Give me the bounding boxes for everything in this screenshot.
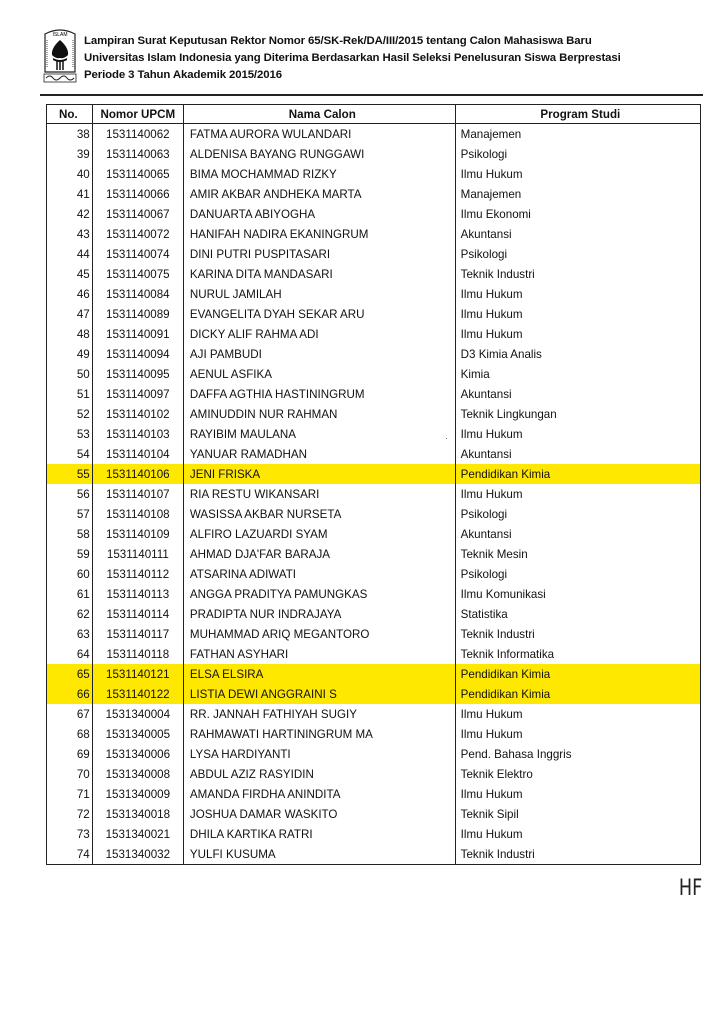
row-number: 70 xyxy=(47,764,93,784)
row-nomor-upcm: 1531140067 xyxy=(92,204,183,224)
row-number: 54 xyxy=(47,444,93,464)
row-program-studi: Pend. Bahasa Inggris xyxy=(455,744,700,764)
row-nomor-upcm: 1531140104 xyxy=(92,444,183,464)
table-row xyxy=(47,284,701,304)
row-number: 44 xyxy=(47,244,93,264)
row-nomor-upcm: 1531140094 xyxy=(92,344,183,364)
header-line-1: Lampiran Surat Keputusan Rektor Nomor 65/SK-Rek/DA/III/2015 tentang Calon Mahasiswa Baru xyxy=(84,35,592,47)
row-number: 40 xyxy=(47,164,93,184)
row-nama-calon: ANGGA PRADITYA PAMUNGKAS xyxy=(183,584,455,604)
row-program-studi: Manajemen xyxy=(455,124,700,145)
row-program-studi: Teknik Industri xyxy=(455,624,700,644)
table-row xyxy=(47,384,701,404)
table-row xyxy=(47,764,701,784)
table-row xyxy=(47,484,701,504)
row-nomor-upcm: 1531140065 xyxy=(92,164,183,184)
row-number: 60 xyxy=(47,564,93,584)
row-nomor-upcm: 1531140062 xyxy=(92,124,183,145)
row-nomor-upcm: 1531140114 xyxy=(92,604,183,624)
row-number: 67 xyxy=(47,704,93,724)
row-number: 66 xyxy=(47,684,93,704)
table-header-row xyxy=(47,105,701,124)
row-nama-calon: ALDENISA BAYANG RUNGGAWI xyxy=(183,144,455,164)
table-row xyxy=(47,144,701,164)
table-row xyxy=(47,204,701,224)
row-nama-calon: AMIR AKBAR ANDHEKA MARTA xyxy=(183,184,455,204)
row-number: 48 xyxy=(47,324,93,344)
table-row xyxy=(47,744,701,764)
row-program-studi: Psikologi xyxy=(455,244,700,264)
row-program-studi: Statistika xyxy=(455,604,700,624)
row-nomor-upcm: 1531140091 xyxy=(92,324,183,344)
row-nomor-upcm: 1531140109 xyxy=(92,524,183,544)
row-program-studi: Teknik Elektro xyxy=(455,764,700,784)
table-row xyxy=(47,664,701,684)
row-number: 53 xyxy=(47,424,93,444)
row-program-studi: Psikologi xyxy=(455,564,700,584)
table-row xyxy=(47,844,701,865)
table-row xyxy=(47,264,701,284)
scan-speck xyxy=(446,438,447,439)
row-number: 74 xyxy=(47,844,93,865)
row-program-studi: Akuntansi xyxy=(455,444,700,464)
handwritten-initials: HF xyxy=(678,876,703,901)
row-nama-calon: ALFIRO LAZUARDI SYAM xyxy=(183,524,455,544)
row-program-studi: Psikologi xyxy=(455,504,700,524)
row-nama-calon: JENI FRISKA xyxy=(183,464,455,484)
row-nama-calon: FATHAN ASYHARI xyxy=(183,644,455,664)
table-row xyxy=(47,184,701,204)
row-nama-calon: DINI PUTRI PUSPITASARI xyxy=(183,244,455,264)
column-header-program-studi: Program Studi xyxy=(455,105,700,124)
row-nomor-upcm: 1531140084 xyxy=(92,284,183,304)
row-nomor-upcm: 1531340006 xyxy=(92,744,183,764)
row-nomor-upcm: 1531340008 xyxy=(92,764,183,784)
row-nomor-upcm: 1531140112 xyxy=(92,564,183,584)
row-nama-calon: ELSA ELSIRA xyxy=(183,664,455,684)
row-nama-calon: RAHMAWATI HARTININGRUM MA xyxy=(183,724,455,744)
row-number: 46 xyxy=(47,284,93,304)
row-nama-calon: BIMA MOCHAMMAD RIZKY xyxy=(183,164,455,184)
row-number: 41 xyxy=(47,184,93,204)
row-nomor-upcm: 1531140106 xyxy=(92,464,183,484)
table-row xyxy=(47,784,701,804)
table-row xyxy=(47,324,701,344)
table-body xyxy=(47,124,701,865)
row-nomor-upcm: 1531340009 xyxy=(92,784,183,804)
row-nama-calon: HANIFAH NADIRA EKANINGRUM xyxy=(183,224,455,244)
row-nomor-upcm: 1531140075 xyxy=(92,264,183,284)
row-nama-calon: ATSARINA ADIWATI xyxy=(183,564,455,584)
row-nomor-upcm: 1531140122 xyxy=(92,684,183,704)
row-program-studi: Ilmu Hukum xyxy=(455,824,700,844)
row-program-studi: Ilmu Hukum xyxy=(455,704,700,724)
row-program-studi: Teknik Informatika xyxy=(455,644,700,664)
row-number: 38 xyxy=(47,124,93,145)
row-nama-calon: DAFFA AGTHIA HASTININGRUM xyxy=(183,384,455,404)
table-row xyxy=(47,584,701,604)
row-nomor-upcm: 1531140063 xyxy=(92,144,183,164)
table-row xyxy=(47,244,701,264)
row-number: 71 xyxy=(47,784,93,804)
row-nomor-upcm: 1531140102 xyxy=(92,404,183,424)
row-nama-calon: AJI PAMBUDI xyxy=(183,344,455,364)
row-number: 49 xyxy=(47,344,93,364)
row-number: 69 xyxy=(47,744,93,764)
table-row xyxy=(47,564,701,584)
table-row xyxy=(47,344,701,364)
row-nama-calon: YULFI KUSUMA xyxy=(183,844,455,865)
row-nama-calon: RIA RESTU WIKANSARI xyxy=(183,484,455,504)
column-header-no: No. xyxy=(47,105,93,124)
row-number: 72 xyxy=(47,804,93,824)
row-number: 65 xyxy=(47,664,93,684)
row-program-studi: Kimia xyxy=(455,364,700,384)
row-nama-calon: RAYIBIM MAULANA xyxy=(183,424,455,444)
row-nomor-upcm: 1531340005 xyxy=(92,724,183,744)
row-number: 43 xyxy=(47,224,93,244)
row-nomor-upcm: 1531340021 xyxy=(92,824,183,844)
row-number: 47 xyxy=(47,304,93,324)
row-nama-calon: NURUL JAMILAH xyxy=(183,284,455,304)
row-nomor-upcm: 1531340018 xyxy=(92,804,183,824)
row-nama-calon: YANUAR RAMADHAN xyxy=(183,444,455,464)
row-nama-calon: LYSA HARDIYANTI xyxy=(183,744,455,764)
row-number: 64 xyxy=(47,644,93,664)
column-header-nomor-upcm: Nomor UPCM xyxy=(92,105,183,124)
table-row xyxy=(47,524,701,544)
table-row xyxy=(47,124,701,145)
row-number: 63 xyxy=(47,624,93,644)
row-number: 62 xyxy=(47,604,93,624)
table-row xyxy=(47,464,701,484)
row-nomor-upcm: 1531140121 xyxy=(92,664,183,684)
row-program-studi: Ilmu Hukum xyxy=(455,424,700,444)
table-row xyxy=(47,824,701,844)
table-row xyxy=(47,504,701,524)
header-divider xyxy=(40,94,703,96)
row-program-studi: Ilmu Hukum xyxy=(455,304,700,324)
row-nomor-upcm: 1531140089 xyxy=(92,304,183,324)
row-program-studi: Pendidikan Kimia xyxy=(455,684,700,704)
row-nama-calon: KARINA DITA MANDASARI xyxy=(183,264,455,284)
row-nama-calon: RR. JANNAH FATHIYAH SUGIY xyxy=(183,704,455,724)
row-nomor-upcm: 1531140118 xyxy=(92,644,183,664)
row-nama-calon: DHILA KARTIKA RATRI xyxy=(183,824,455,844)
row-number: 45 xyxy=(47,264,93,284)
row-number: 68 xyxy=(47,724,93,744)
header-line-3: Periode 3 Tahun Akademik 2015/2016 xyxy=(84,69,282,81)
row-program-studi: Teknik Mesin xyxy=(455,544,700,564)
table-row xyxy=(47,544,701,564)
row-program-studi: Ilmu Hukum xyxy=(455,324,700,344)
table-row xyxy=(47,164,701,184)
row-program-studi: Pendidikan Kimia xyxy=(455,464,700,484)
row-program-studi: Teknik Sipil xyxy=(455,804,700,824)
row-nomor-upcm: 1531140095 xyxy=(92,364,183,384)
table-row xyxy=(47,724,701,744)
row-nama-calon: MUHAMMAD ARIQ MEGANTORO xyxy=(183,624,455,644)
row-program-studi: Ilmu Komunikasi xyxy=(455,584,700,604)
row-number: 56 xyxy=(47,484,93,504)
row-nomor-upcm: 1531140113 xyxy=(92,584,183,604)
row-number: 59 xyxy=(47,544,93,564)
row-nama-calon: AHMAD DJA'FAR BARAJA xyxy=(183,544,455,564)
table-row xyxy=(47,604,701,624)
row-nama-calon: LISTIA DEWI ANGGRAINI S xyxy=(183,684,455,704)
header-line-2: Universitas Islam Indonesia yang Diterima Berdasarkan Hasil Seleksi Penelusuran Siswa Berprestasi xyxy=(84,52,621,64)
table-row xyxy=(47,304,701,324)
column-header-nama-calon: Nama Calon xyxy=(183,105,455,124)
row-nomor-upcm: 1531340032 xyxy=(92,844,183,865)
candidate-table xyxy=(46,104,701,865)
row-number: 52 xyxy=(47,404,93,424)
row-number: 42 xyxy=(47,204,93,224)
row-program-studi: Akuntansi xyxy=(455,224,700,244)
row-number: 50 xyxy=(47,364,93,384)
row-nama-calon: AMANDA FIRDHA ANINDITA xyxy=(183,784,455,804)
table-row xyxy=(47,624,701,644)
row-program-studi: Akuntansi xyxy=(455,524,700,544)
row-nama-calon: AENUL ASFIKA xyxy=(183,364,455,384)
row-program-studi: Teknik Industri xyxy=(455,264,700,284)
table-row xyxy=(47,804,701,824)
row-number: 73 xyxy=(47,824,93,844)
logo-text: ISLAM xyxy=(52,32,68,38)
row-number: 51 xyxy=(47,384,93,404)
row-program-studi: Akuntansi xyxy=(455,384,700,404)
row-program-studi: Manajemen xyxy=(455,184,700,204)
row-program-studi: Teknik Lingkungan xyxy=(455,404,700,424)
row-nomor-upcm: 1531140117 xyxy=(92,624,183,644)
row-nomor-upcm: 1531140103 xyxy=(92,424,183,444)
row-number: 58 xyxy=(47,524,93,544)
row-number: 39 xyxy=(47,144,93,164)
row-number: 55 xyxy=(47,464,93,484)
row-program-studi: Pendidikan Kimia xyxy=(455,664,700,684)
university-seal-icon xyxy=(42,28,78,86)
row-nama-calon: DANUARTA ABIYOGHA xyxy=(183,204,455,224)
row-nomor-upcm: 1531340004 xyxy=(92,704,183,724)
row-program-studi: D3 Kimia Analis xyxy=(455,344,700,364)
row-nomor-upcm: 1531140107 xyxy=(92,484,183,504)
row-number: 57 xyxy=(47,504,93,524)
row-nama-calon: PRADIPTA NUR INDRAJAYA xyxy=(183,604,455,624)
row-program-studi: Ilmu Hukum xyxy=(455,784,700,804)
row-nomor-upcm: 1531140108 xyxy=(92,504,183,524)
row-program-studi: Ilmu Hukum xyxy=(455,724,700,744)
row-nomor-upcm: 1531140111 xyxy=(92,544,183,564)
row-nomor-upcm: 1531140097 xyxy=(92,384,183,404)
row-nomor-upcm: 1531140066 xyxy=(92,184,183,204)
row-nama-calon: ABDUL AZIZ RASYIDIN xyxy=(183,764,455,784)
row-nama-calon: EVANGELITA DYAH SEKAR ARU xyxy=(183,304,455,324)
row-nama-calon: DICKY ALIF RAHMA ADI xyxy=(183,324,455,344)
row-nomor-upcm: 1531140072 xyxy=(92,224,183,244)
row-nama-calon: FATMA AURORA WULANDARI xyxy=(183,124,455,145)
row-number: 61 xyxy=(47,584,93,604)
document-header xyxy=(84,33,621,84)
table-row xyxy=(47,404,701,424)
row-program-studi: Psikologi xyxy=(455,144,700,164)
row-nama-calon: WASISSA AKBAR NURSETA xyxy=(183,504,455,524)
table-row xyxy=(47,424,701,444)
table-row xyxy=(47,444,701,464)
row-program-studi: Teknik Industri xyxy=(455,844,700,865)
row-program-studi: Ilmu Hukum xyxy=(455,484,700,504)
row-nama-calon: JOSHUA DAMAR WASKITO xyxy=(183,804,455,824)
row-nomor-upcm: 1531140074 xyxy=(92,244,183,264)
row-program-studi: Ilmu Hukum xyxy=(455,284,700,304)
table-row xyxy=(47,704,701,724)
table-row xyxy=(47,364,701,384)
table-row xyxy=(47,224,701,244)
row-nama-calon: AMINUDDIN NUR RAHMAN xyxy=(183,404,455,424)
row-program-studi: Ilmu Hukum xyxy=(455,164,700,184)
row-program-studi: Ilmu Ekonomi xyxy=(455,204,700,224)
table-row xyxy=(47,684,701,704)
table-row xyxy=(47,644,701,664)
